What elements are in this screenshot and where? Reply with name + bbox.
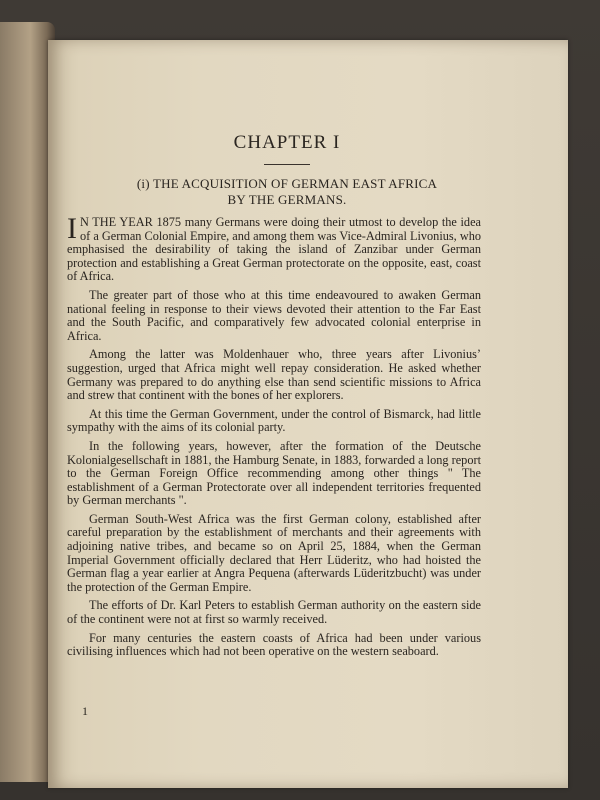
chapter-heading: CHAPTER I	[233, 132, 341, 153]
paragraph-4: At this time the German Government, under the control of Bismarck, had little sympathy with the aims of its colonial party.	[67, 406, 481, 435]
drop-cap: I	[67, 212, 77, 245]
heading-divider	[264, 164, 310, 165]
paragraph-5: In the following years, however, after the formation of the Deutsche Kolonialgesellschaft in 1881, the Hamburg Senate, in 1883, forwarded a long report to the German Foreign Office recommending among other things " The establishment of a German Protectorate over all independent territories frequented by German merchants ".	[67, 438, 481, 508]
body-text	[67, 212, 481, 664]
page-number: 1	[82, 704, 88, 718]
paragraph-2: The greater part of those who at this time endeavoured to awaken German national feeling in response to their views devoted their attention to the Far East and the South Pacific, and comparatively few advocated colonial enterprise in Africa.	[67, 287, 481, 343]
paragraph-3: Among the latter was Moldenhauer who, three years after Livonius’ suggestion, urged that Africa might well repay consideration. He asked whether Germany was prepared to do anything else than send scientific missions to Africa and strew that continent with the bones of her explorers.	[67, 347, 481, 403]
section-subtitle	[67, 176, 507, 208]
paragraph-6: German South-West Africa was the first German colony, established after careful preparation by the establishment of merchants and their agreements with adjoining native tribes, and became so on April 25, 1884, when the German Imperial Government officially declared that Herr Lüderitz, who had hoisted the German flag a year earlier at Angra Pequena (afterwards Lüderitzbucht) was under the protection of the German Empire.	[67, 511, 481, 594]
paragraph-7: The efforts of Dr. Karl Peters to establish German authority on the eastern side of the continent were not at first so warmly received.	[67, 598, 481, 627]
paragraph-1	[67, 212, 481, 284]
paragraph-1-text: N THE YEAR 1875 many Germans were doing their utmost to develop the idea of a German Colonial Empire, and among them was Vice-Admiral Livonius, who emphasised the desirability of taking the island of Zanzibar under German protection and establishing a Great German protectorate on the opposite, east, coast of Africa.	[67, 215, 481, 284]
subtitle-line-1: (i) THE ACQUISITION OF GERMAN EAST AFRICA	[136, 176, 438, 191]
facing-page-edge	[0, 22, 55, 782]
subtitle-line-2: BY THE GERMANS.	[227, 192, 347, 207]
paragraph-8: For many centuries the eastern coasts of Africa had been under various civilising influences which had not been operative on the western seaboard.	[67, 630, 481, 659]
